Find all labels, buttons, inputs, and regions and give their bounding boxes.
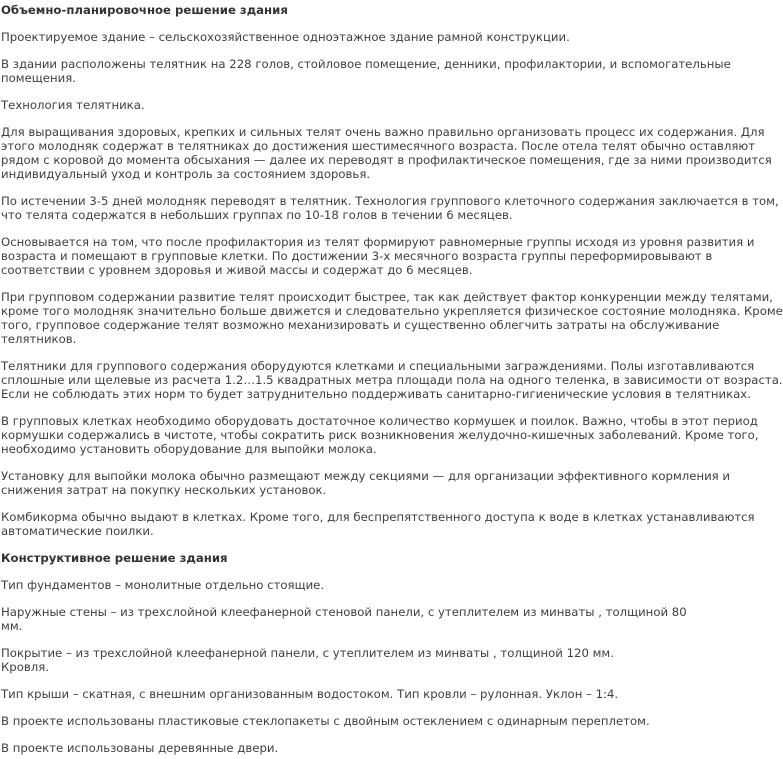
paragraph-building-type: Проектируемое здание – сельскохозяйственное одноэтажное здание рамной конструкции.	[1, 30, 570, 44]
paragraph-walls: Наружные стены – из трехслойной клеефанерной стеновой панели, с утеплителем из минваты , толщиной 80 мм.	[1, 605, 687, 633]
paragraph-group-forming	[1, 235, 755, 277]
text-line: Если не соблюдать этих норм то будет затруднительно поддерживать санитарно-гигиенические условия в телятниках.	[1, 387, 751, 401]
text-line: сплошные или щелевые из расчета 1.2…1.5 квадратных метра площади пола на одного теленка, в зависимости от возраста.	[1, 373, 783, 387]
text-line: автоматические поилки.	[1, 524, 154, 538]
text-line: рядом с коровой до момента обсыхания — далее их переводят в профилактическое помещения, где за ними производится	[1, 153, 772, 167]
text-line: кормушки содержались в чистоте, чтобы сократить риск возникновения желудочно-кишечных заболеваний. Кроме того,	[1, 428, 759, 442]
text-line: того, групповое содержание телят возможно механизировать и существенно облегчить затраты на обслуживание	[1, 318, 720, 332]
section-heading-layout: Объемно-планировочное решение здания	[1, 3, 288, 17]
text-line: В групповых клетках необходимо оборудовать достаточное количество кормушек и поилок. Важно, чтобы в этот период	[1, 414, 758, 428]
text-line: Основывается на том, что после профилактория из телят формируют равномерные группы исходя из уровня развития и	[1, 235, 755, 249]
paragraph-foundations: Тип фундаментов – монолитные отдельно стоящие.	[1, 578, 325, 592]
paragraph-doors: В проекте использованы деревянные двери.	[1, 741, 279, 755]
text-line: Установку для выпойки молока обычно размещают между секциями — для организации эффективного кормления и	[1, 469, 731, 483]
text-line: соответствии с уровнем здоровья и живой массы и содержат до 6 месяцев.	[1, 263, 473, 277]
paragraph-floors	[1, 359, 783, 401]
text-line: телятников.	[1, 332, 77, 346]
text-line: помещения.	[1, 71, 76, 85]
text-line: необходимо установить оборудование для выпойки молока.	[1, 442, 377, 456]
text-line: что телята содержатся в небольших группах по 10-18 голов в течении 6 месяцев.	[1, 208, 513, 222]
paragraph-technology-title: Технология телятника.	[1, 98, 145, 112]
paragraph-group-housing	[1, 194, 779, 222]
text-line: Телятники для группового содержания оборудуются клетками и специальными заграждениями. Полы изготавливаются	[1, 359, 755, 373]
text-line: снижения затрат на покупку нескольких установок.	[1, 483, 327, 497]
text-line: При групповом содержании развитие телят происходит быстрее, так как действует фактор конкуренции между телятами,	[1, 290, 773, 304]
paragraph-roof-type: Тип крыши – скатная, с внешним организованным водостоком. Тип кровли – рулонная. Уклон – 1:4.	[1, 687, 619, 701]
text-line: возраста и помещают в групповые клетки. По достижении 3-х месячного возраста группы переформировывают в	[1, 249, 713, 263]
text-line: В здании расположены телятник на 228 голов, стойловое помещение, денники, профилактории, и вспомогательные	[1, 57, 731, 71]
paragraph-windows: В проекте использованы пластиковые стеклопакеты с двойным остеклением с одинарным переплетом.	[1, 714, 650, 728]
text-line: Комбикорма обычно выдают в клетках. Кроме того, для беспрепятственного доступа к воде в клетках устанавливаются	[1, 510, 755, 524]
paragraph-calf-rearing	[1, 125, 772, 181]
paragraph-milk-feeding	[1, 469, 731, 497]
text-line: индивидуальный уход и контроль за состоянием здоровья.	[1, 167, 371, 181]
text-line: По истечении 3-5 дней молодняк переводят в телятник. Технология группового клеточного содержания заключается в том,	[1, 194, 779, 208]
paragraph-feeders	[1, 414, 759, 456]
text-line: Кровля.	[1, 660, 49, 674]
paragraph-compound-feed	[1, 510, 755, 538]
section-heading-construction: Конструктивное решение здания	[1, 551, 228, 565]
paragraph-group-benefits	[1, 290, 783, 346]
text-line: кроме того молодняк значительно больше движется и следовательно укрепляется физическое состояние молодняка. Кроме	[1, 304, 783, 318]
text-line: Покрытие – из трехслойной клеефанерной панели, с утеплителем из минваты , толщиной 120 мм.	[1, 646, 614, 660]
paragraph-premises	[1, 57, 731, 85]
paragraph-roof-covering	[1, 646, 698, 674]
text-line: Для выращивания здоровых, крепких и сильных телят очень важно правильно организовать процесс их содержания. Для	[1, 125, 765, 139]
text-line: этого молодняк содержат в телятниках до достижения шестимесячного возраста. После отела телят обычно оставляют	[1, 139, 756, 153]
